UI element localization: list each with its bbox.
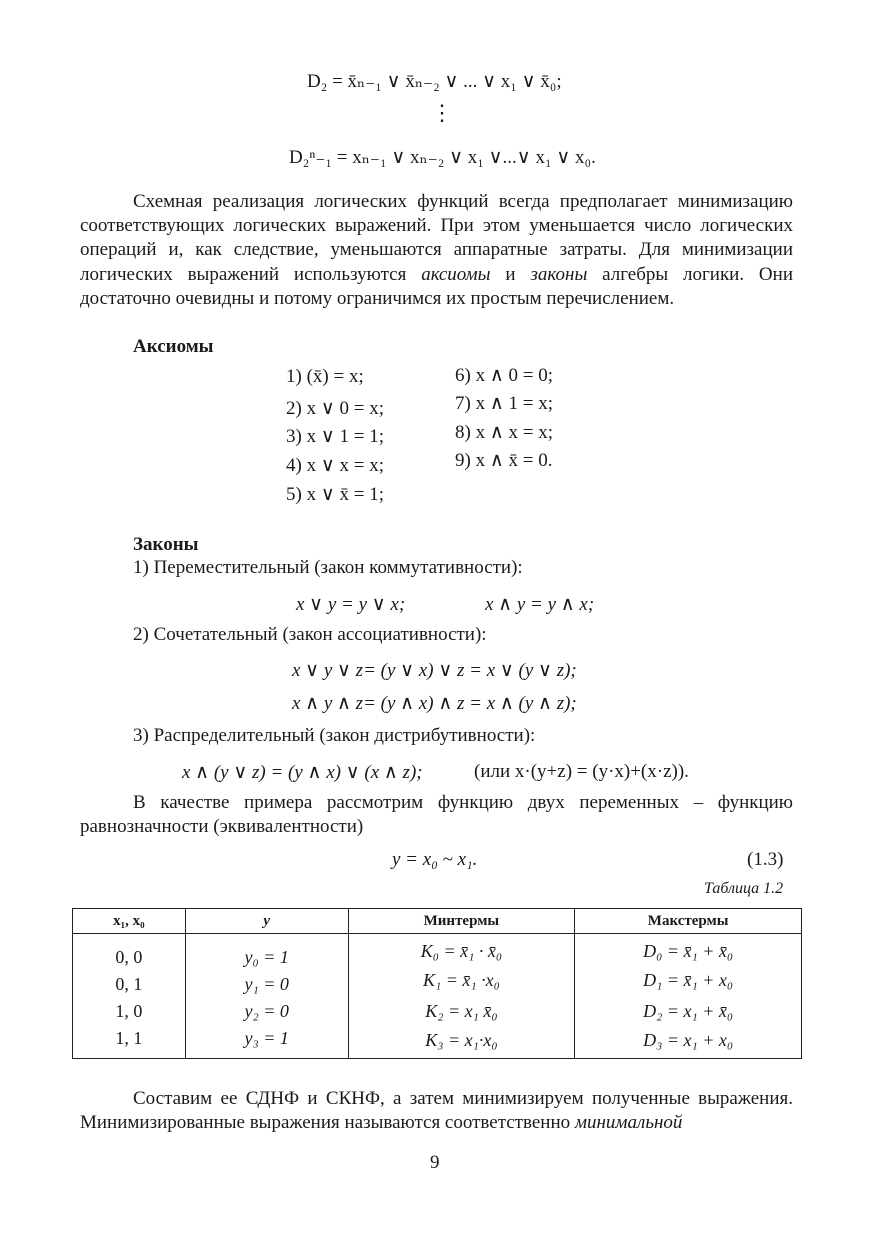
law-3-formula: x ∧ (y ∨ z) = (y ∧ x) ∨ (x ∧ z); xyxy=(182,762,423,783)
outputs-column xyxy=(185,934,348,1059)
maxterm-0: D₀ = x̄₁ + x̄₀ xyxy=(643,941,734,961)
paragraph-intro-text-b: алгебры логики. Они достаточно очевидны и потому ограничимся их простым перечислением. xyxy=(80,263,793,309)
axiom-6: 6) x ∧ 0 = 0; xyxy=(455,365,553,386)
law-1-formula-and: x ∧ y = y ∧ x; xyxy=(485,594,595,615)
output-row-0: y₀ = 1 xyxy=(244,947,289,967)
truth-table xyxy=(72,908,802,1059)
axiom-4: 4) x ∨ x = x; xyxy=(286,455,384,476)
emphasis-minimal: минимальной xyxy=(574,1112,683,1134)
laws-heading: Законы xyxy=(133,534,199,555)
minterm-0: K₀ = x̄₁ · x̄₀ xyxy=(420,941,503,961)
law-2-title: 2) Сочетательный (закон ассоциативности): xyxy=(133,624,487,645)
output-row-3: y₃ = 1 xyxy=(244,1028,289,1048)
page-number: 9 xyxy=(430,1152,440,1173)
input-row-0: 0, 0 xyxy=(115,947,143,967)
vertical-ellipsis: ⋮ xyxy=(431,100,453,125)
axiom-7: 7) x ∧ 1 = x; xyxy=(455,393,553,414)
input-row-1: 0, 1 xyxy=(115,974,143,994)
emphasis-axioms: аксиомы xyxy=(421,263,491,285)
header-maxterms: Макстермы xyxy=(575,909,802,934)
minterms-column xyxy=(348,934,575,1059)
minterm-2: K₂ = x₁ x̄₀ xyxy=(425,1001,498,1021)
emphasis-laws: законы xyxy=(530,263,588,285)
maxterm-3: D₃ = x₁ + x₀ xyxy=(643,1030,734,1050)
equation-number: (1.3) xyxy=(747,849,784,870)
law-3-title: 3) Распределительный (закон дистрибутивности): xyxy=(133,725,536,746)
axiom-2: 2) x ∨ 0 = x; xyxy=(286,398,384,419)
axiom-8: 8) x ∧ x = x; xyxy=(455,422,553,443)
maxterm-1: D₁ = x̄₁ + x₀ xyxy=(643,970,734,990)
law-1-title: 1) Переместительный (закон коммутативности): xyxy=(133,557,523,578)
law-1-formula-or: x ∨ y = y ∨ x; xyxy=(296,594,406,615)
maxterm-2: D₂ = x₁ + x̄₀ xyxy=(643,1001,734,1021)
equation-1-3: y = x₀ ~ x₁. xyxy=(392,849,478,870)
table-caption: Таблица 1.2 xyxy=(704,880,784,897)
formula-d2: D₂ = x̄ₙ₋₁ ∨ x̄ₙ₋₂ ∨ ... ∨ x₁ ∨ x̄₀; xyxy=(307,71,562,92)
inputs-column xyxy=(73,934,186,1059)
output-row-1: y₁ = 0 xyxy=(244,974,289,994)
minterm-1: K₁ = x̄₁ ·x₀ xyxy=(422,970,500,990)
minterm-3: K₃ = x₁·x₀ xyxy=(425,1030,498,1050)
axiom-1: 1) (x̄) = x; xyxy=(286,366,364,387)
axiom-5: 5) x ∨ x̄ = 1; xyxy=(286,484,384,505)
axioms-heading: Аксиомы xyxy=(133,336,214,357)
header-inputs: x₁, x₀ xyxy=(73,909,186,934)
formula-d-last: D₂ⁿ₋₁ = xₙ₋₁ ∨ xₙ₋₂ ∨ x₁ ∨...∨ x₁ ∨ x₀. xyxy=(289,147,596,168)
paragraph-conclusion xyxy=(80,1087,793,1135)
paragraph-intro-text-a: Схемная реализация логических функций всегда предполагает минимизацию соответствующих логических выражений. При этом уменьшается число логических операций и, как следствие, уменьшаются аппаратные затраты. Для минимизации логических выражений используются xyxy=(80,191,793,285)
law-2-formula-and: x ∧ y ∧ z= (y ∧ x) ∧ z = x ∧ (y ∧ z); xyxy=(292,693,577,714)
header-minterms: Минтермы xyxy=(348,909,575,934)
paragraph-intro xyxy=(80,190,793,311)
input-row-3: 1, 1 xyxy=(115,1028,143,1048)
header-output: y xyxy=(185,909,348,934)
paragraph-example: В качестве примера рассмотрим функцию двух переменных – функцию равнозначности (эквивалентности) xyxy=(80,792,793,838)
law-2-formula-or: x ∨ y ∨ z= (y ∨ x) ∨ z = x ∨ (y ∨ z); xyxy=(292,660,577,681)
axiom-3: 3) x ∨ 1 = 1; xyxy=(286,426,384,447)
output-row-2: y₂ = 0 xyxy=(244,1001,289,1021)
axiom-9: 9) x ∧ x̄ = 0. xyxy=(455,450,553,471)
paragraph-conclusion-text: Составим ее СДНФ и СКНФ, а затем минимизируем полученные выражения. Минимизированные выражения называются соответственно xyxy=(80,1088,793,1134)
input-row-2: 1, 0 xyxy=(115,1001,143,1021)
maxterms-column xyxy=(575,934,802,1059)
paragraph-intro-and: и xyxy=(490,263,531,285)
law-3-formula-alt: (или x·(y+z) = (y·x)+(x·z)). xyxy=(474,761,689,782)
